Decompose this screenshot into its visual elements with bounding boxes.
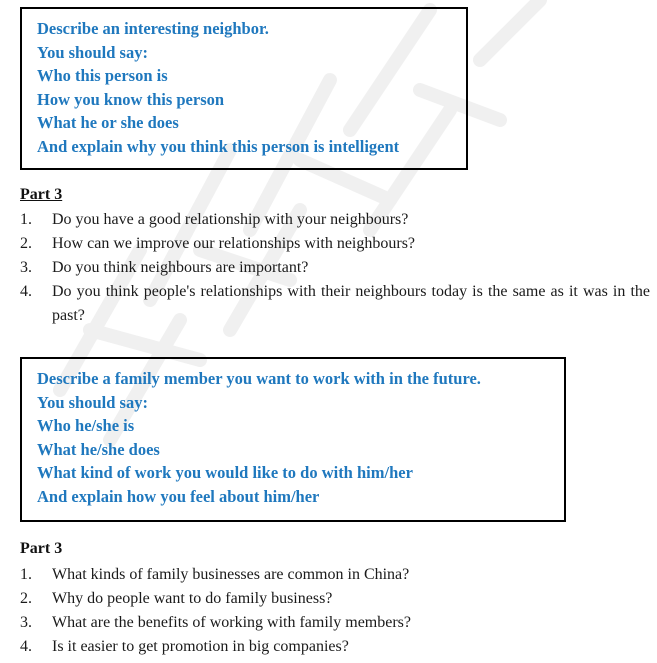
cue-card-point: And explain why you think this person is intelligent [37, 136, 400, 156]
item-number: 4. [20, 283, 32, 300]
list-item [20, 611, 650, 635]
item-number: 4. [20, 638, 32, 655]
cue-card-neighbor [20, 7, 468, 170]
cue-card-title: Describe an interesting neighbor. [37, 19, 269, 38]
cue-card-prompt: You should say: [37, 392, 148, 412]
question-text: What kinds of family businesses are common in China? [52, 566, 410, 583]
item-number: 2. [20, 590, 32, 607]
item-number: 1. [20, 566, 32, 583]
item-number: 2. [20, 235, 32, 252]
cue-card-point: What he or she does [37, 113, 179, 133]
question-list [20, 208, 650, 328]
cue-card-prompt: You should say: [37, 42, 148, 62]
cue-card-point: And explain how you feel about him/her [37, 486, 320, 506]
question-text: Is it easier to get promotion in big companies? [52, 638, 349, 655]
item-number: 3. [20, 614, 32, 631]
item-number: 1. [20, 211, 32, 228]
list-item [20, 208, 650, 232]
cue-card-point: Who this person is [37, 66, 168, 86]
part-heading: Part 3 [20, 186, 63, 203]
list-item [20, 280, 650, 328]
part-heading: Part 3 [20, 540, 63, 557]
item-number: 3. [20, 259, 32, 276]
question-text: What are the benefits of working with family members? [52, 614, 411, 631]
list-item [20, 563, 650, 587]
cue-card-point: Who he/she is [37, 416, 135, 436]
list-item [20, 587, 650, 611]
question-text: Do you have a good relationship with your neighbours? [52, 211, 409, 228]
list-item [20, 256, 650, 280]
list-item [20, 232, 650, 256]
list-item [20, 635, 650, 659]
cue-card-point: How you know this person [37, 89, 225, 109]
cue-card-point: What he/she does [37, 439, 160, 459]
question-list [20, 563, 650, 659]
cue-card-title: Describe a family member you want to work with in the future. [37, 369, 481, 388]
cue-card-point: What kind of work you would like to do with him/her [37, 463, 413, 483]
question-text: Do you think people's relationships with their neighbours today is the same as it was in the past? [52, 283, 650, 324]
question-text: Do you think neighbours are important? [52, 259, 309, 276]
cue-card-family-member [20, 357, 566, 522]
question-text: Why do people want to do family business? [52, 590, 333, 607]
question-text: How can we improve our relationships with neighbours? [52, 235, 416, 252]
